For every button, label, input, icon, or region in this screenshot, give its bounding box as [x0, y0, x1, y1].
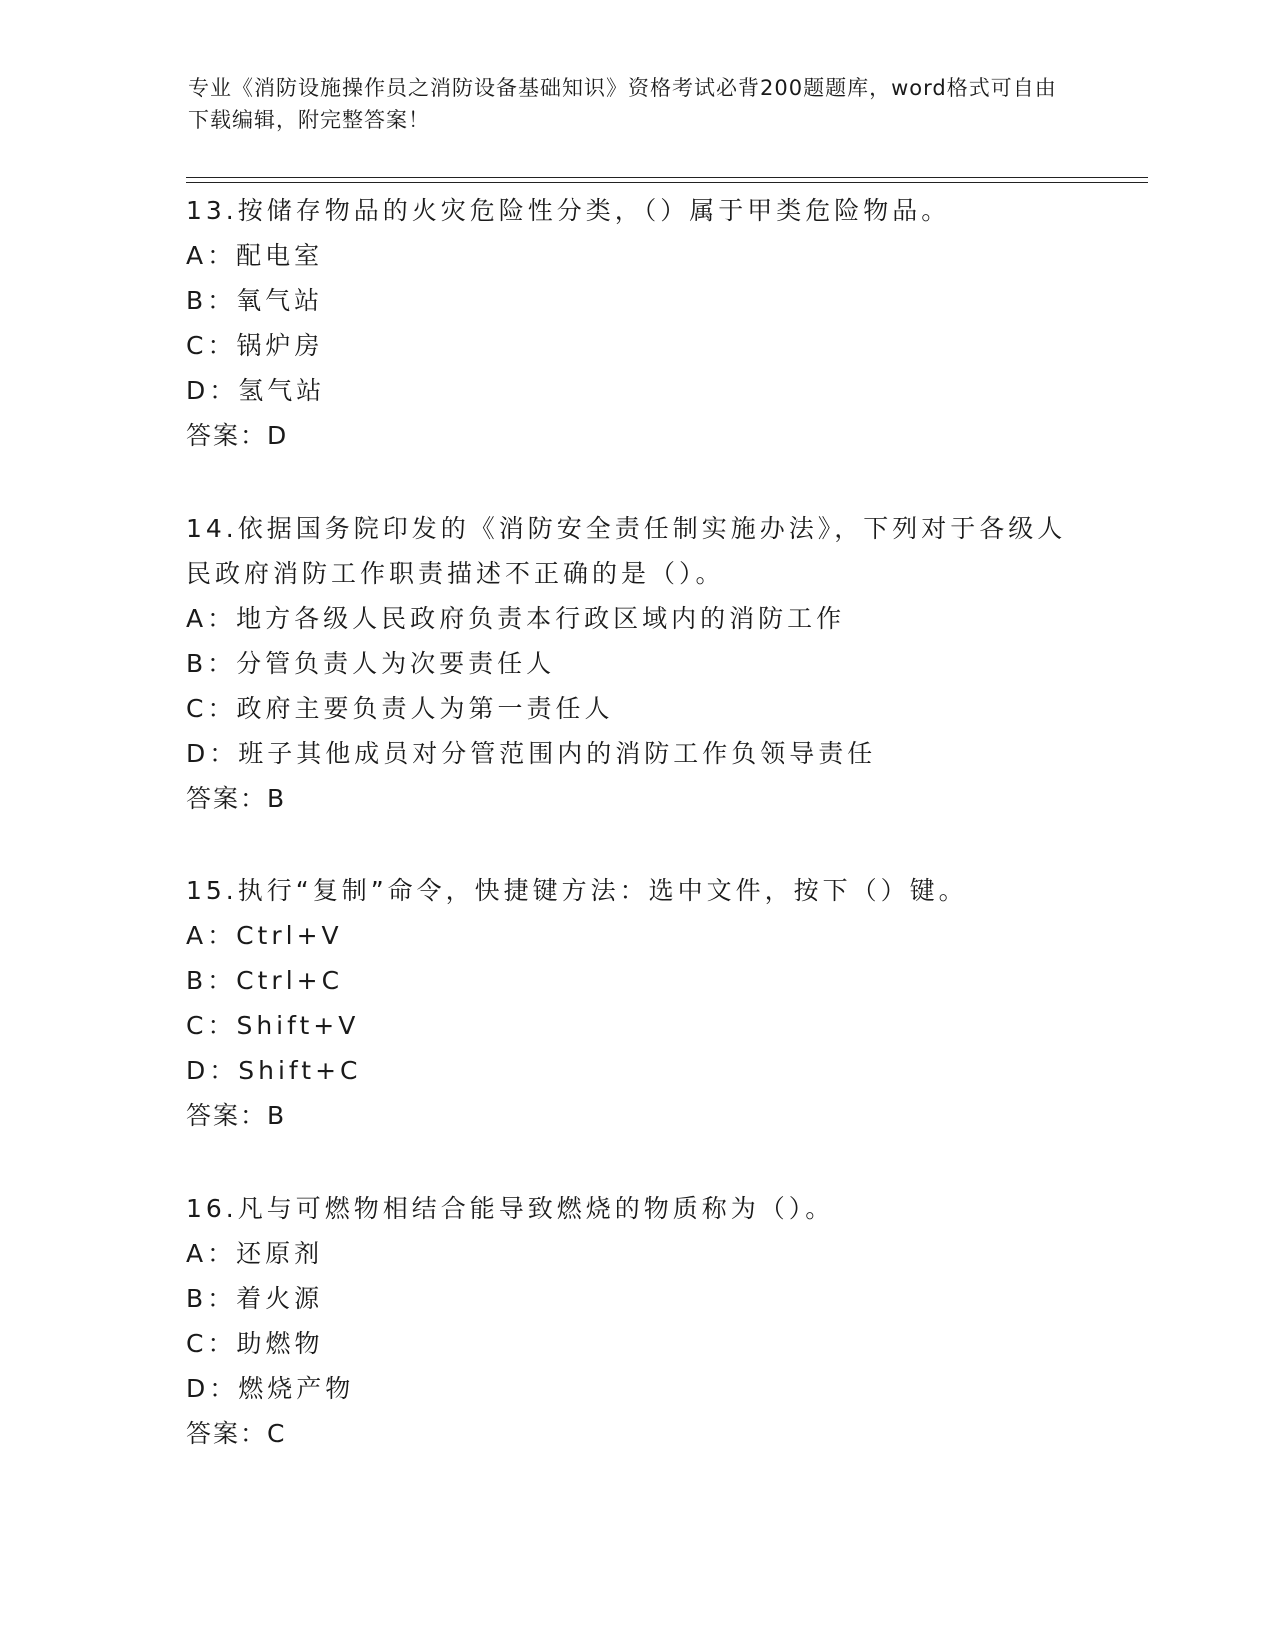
question-13 [186, 188, 1086, 458]
option-a: A：配电室 [186, 241, 324, 270]
option-d: D：班子其他成员对分管范围内的消防工作负领导责任 [186, 739, 877, 768]
option-a: A：Ctrl+V [186, 921, 343, 950]
header-divider-bottom [186, 182, 1148, 183]
option-b: B：氧气站 [186, 286, 324, 315]
answer: 答案：B [186, 1101, 287, 1130]
option-d: D：燃烧产物 [186, 1374, 355, 1403]
answer: 答案：B [186, 784, 287, 813]
option-b: B：着火源 [186, 1284, 324, 1313]
question-15 [186, 868, 1086, 1138]
option-c: C：锅炉房 [186, 331, 324, 360]
question-title: 13.按储存物品的火灾危险性分类，（）属于甲类危险物品。 [186, 196, 951, 225]
document-header: 专业《消防设施操作员之消防设备基础知识》资格考试必背200题题库，word格式可自由下载编辑，附完整答案！ [188, 76, 1057, 132]
option-b: B：分管负责人为次要责任人 [186, 649, 556, 678]
option-c: C：政府主要负责人为第一责任人 [186, 694, 614, 723]
option-c: C：助燃物 [186, 1329, 324, 1358]
question-title: 16.凡与可燃物相结合能导致燃烧的物质称为（）。 [186, 1194, 835, 1223]
option-c: C：Shift+V [186, 1011, 360, 1040]
option-d: D：Shift+C [186, 1056, 362, 1085]
question-14 [186, 506, 1086, 821]
option-a: A：还原剂 [186, 1239, 324, 1268]
question-title: 14.依据国务院印发的《消防安全责任制实施办法》，下列对于各级人民政府消防工作职责描述不正确的是（）。 [186, 514, 1067, 588]
answer: 答案：D [186, 421, 289, 450]
option-a: A：地方各级人民政府负责本行政区域内的消防工作 [186, 604, 846, 633]
option-b: B：Ctrl+C [186, 966, 344, 995]
option-d: D：氢气站 [186, 376, 326, 405]
question-title: 15.执行“复制”命令，快捷键方法：选中文件，按下（）键。 [186, 876, 968, 905]
header-divider-top [186, 177, 1148, 178]
answer: 答案：C [186, 1419, 287, 1448]
question-16 [186, 1186, 1086, 1456]
